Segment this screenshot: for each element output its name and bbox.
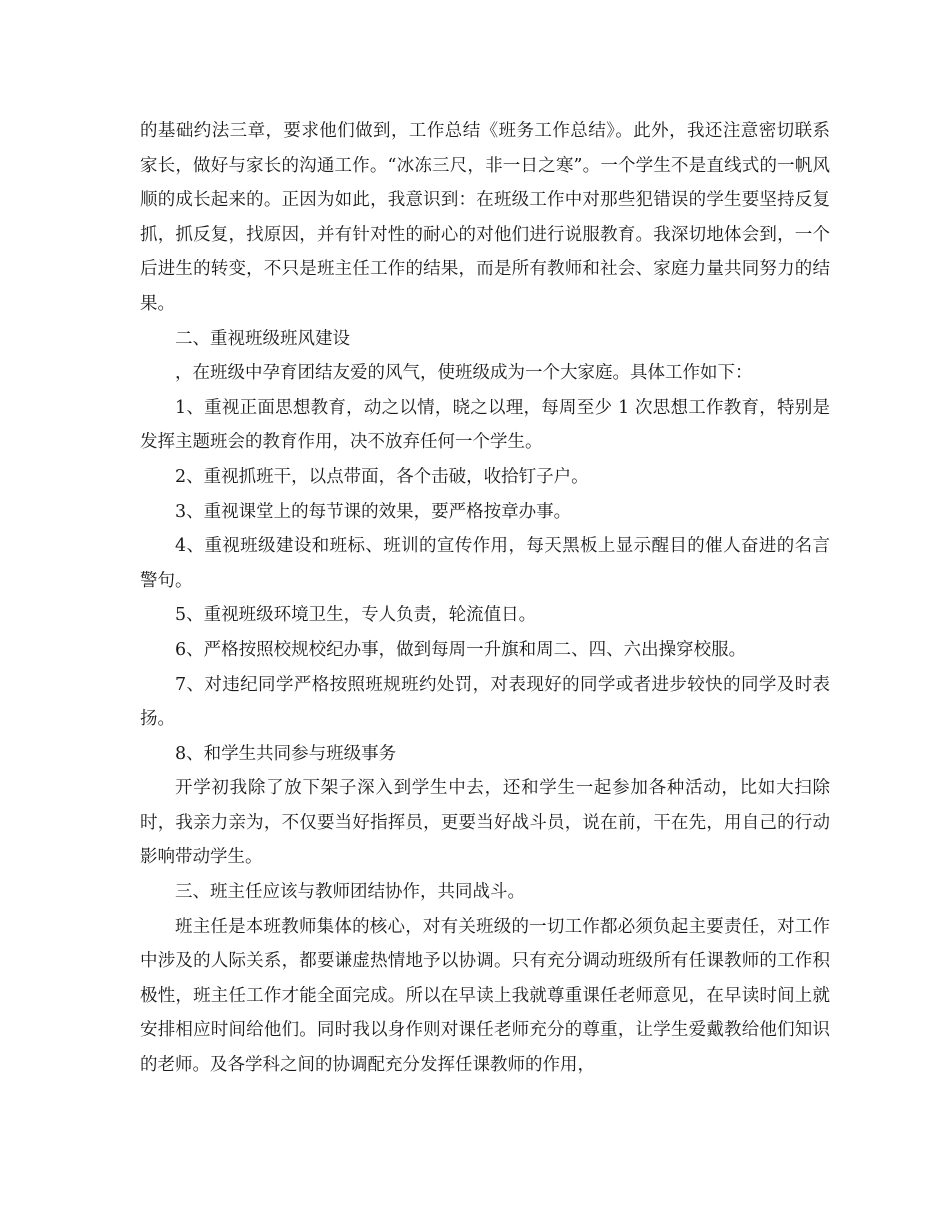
section-heading-2: 二、重视班级班风建设 xyxy=(175,328,350,349)
paragraph-participation: 开学初我除了放下架子深入到学生中去，还和学生一起参加各种活动，比如大扫除时，我亲力亲为，不仅要当好指挥员，更要当好战斗员，说在前，干在先，用自己的行动影响带动学生。 xyxy=(140,778,830,868)
paragraph-class-atmosphere: ，在班级中孕育团结友爱的风气，使班级成为一个大家庭。具体工作如下： xyxy=(175,363,753,384)
list-item-8: 8、和学生共同参与班级事务 xyxy=(175,743,397,764)
paragraph-teacher-cooperation: 班主任是本班教师集体的核心，对有关班级的一切工作都必须负起主要责任，对工作中涉及的人际关系，都要谦虚热情地予以协调。只有充分调动班级所有任课教师的工作积极性，班主任工作才能全面完成。所以在早读上我就尊重课任老师意见，在早读时间上就安排相应时间给他们。同时我以身作则对课任老师充分的尊重，让学生爱戴教给他们知识的老师。及各学科之间的协调配充分发挥任课教师的作用， xyxy=(140,916,830,1076)
document-body xyxy=(140,114,830,1083)
list-item-1: 1、重视正面思想教育，动之以情，晓之以理，每周至少 1 次思想工作教育，特别是发挥主题班会的教育作用，决不放弃任何一个学生。 xyxy=(140,397,830,453)
paragraph-intro: 的基础约法三章，要求他们做到，工作总结《班务工作总结》。此外，我还注意密切联系家长，做好与家长的沟通工作。“冰冻三尺，非一日之寒”。一个学生不是直线式的一帆风顺的成长起来的。正因为如此，我意识到：在班级工作中对那些犯错误的学生要坚持反复抓，抓反复，找原因，并有针对性的耐心的对他们进行说服教育。我深切地体会到，一个后进生的转变，不只是班主任工作的结果，而是所有教师和社会、家庭力量共同努力的结果。 xyxy=(140,121,830,314)
list-item-6: 6、严格按照校规校纪办事，做到每周一升旗和周二、四、六出操穿校服。 xyxy=(175,639,747,660)
list-item-3: 3、重视课堂上的每节课的效果，要严格按章办事。 xyxy=(175,501,572,522)
list-item-2: 2、重视抓班干，以点带面，各个击破，收拾钉子户。 xyxy=(175,466,589,487)
list-item-4: 4、重视班级建设和班标、班训的宣传作用，每天黑板上显示醒目的催人奋进的名言警句。 xyxy=(140,536,830,591)
list-item-5: 5、重视班级环境卫生，专人负责，轮流值日。 xyxy=(175,605,537,626)
section-heading-3: 三、班主任应该与教师团结协作，共同战斗。 xyxy=(175,882,525,903)
list-item-7: 7、对违纪同学严格按照班规班约处罚，对表现好的同学或者进步较快的同学及时表扬。 xyxy=(140,674,830,730)
